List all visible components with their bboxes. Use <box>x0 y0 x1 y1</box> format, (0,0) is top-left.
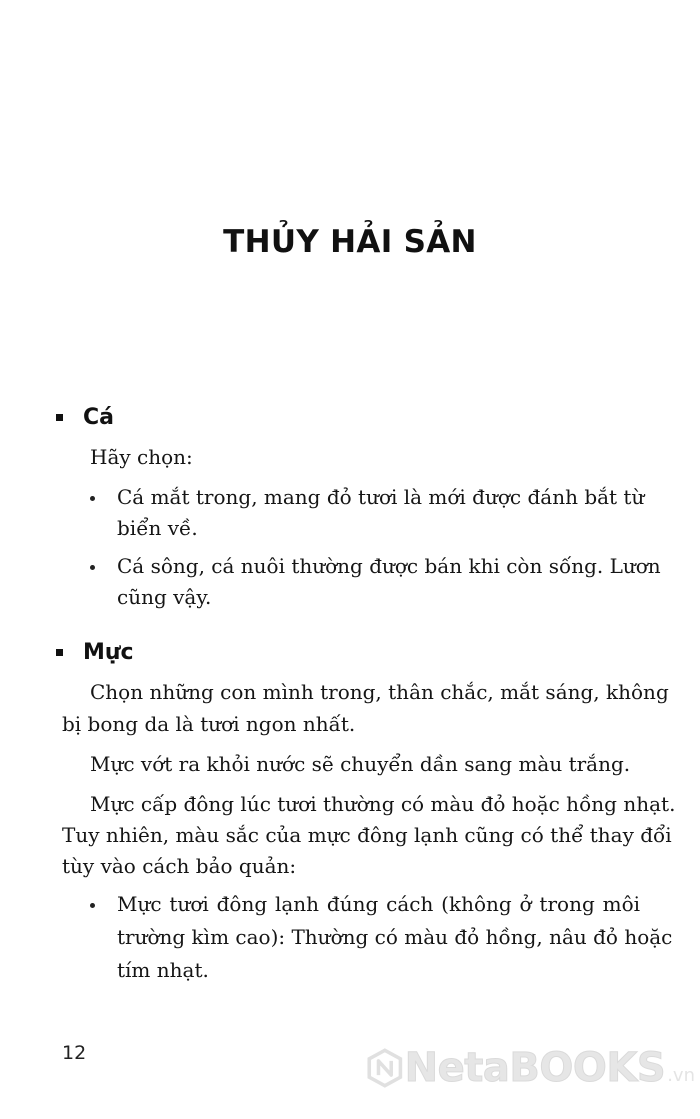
paragraph-line: bị bong da là tươi ngon nhất. <box>62 712 356 736</box>
square-bullet-icon <box>56 649 63 656</box>
section-heading-text: Cá <box>83 404 114 430</box>
watermark-text: NetaBOOKS <box>404 1045 666 1091</box>
paragraph-line: Chọn những con mình trong, thân chắc, mắt sáng, không <box>90 680 669 704</box>
watermark-suffix: .vn <box>667 1064 695 1086</box>
bullet-line: biển về. <box>117 516 198 540</box>
bullet-dot-icon <box>90 565 95 570</box>
bullet-line: tím nhạt. <box>117 958 209 982</box>
section-heading-text: Mực <box>83 639 134 665</box>
bullet-dot-icon <box>90 903 95 908</box>
paragraph-line: tùy vào cách bảo quản: <box>62 854 297 878</box>
bullet-line: trường kìm cao): Thường có màu đỏ hồng, nâu đỏ hoặc <box>117 925 673 949</box>
paragraph-line: Mực vớt ra khỏi nước sẽ chuyển dần sang màu trắng. <box>90 752 631 776</box>
page-number: 12 <box>62 1042 87 1064</box>
paragraph-line: Mực cấp đông lúc tươi thường có màu đỏ hoặc hồng nhạt. <box>90 792 676 816</box>
watermark <box>365 1038 695 1098</box>
bullet-line: Mực tươi đông lạnh đúng cách (không ở trong môi <box>117 892 640 916</box>
bullet-line: Cá sông, cá nuôi thường được bán khi còn sống. Lươn <box>117 554 661 578</box>
section-heading-muc <box>56 637 134 667</box>
bullet-line: Cá mắt trong, mang đỏ tươi là mới được đánh bắt từ <box>117 485 645 509</box>
intro-text: Hãy chọn: <box>90 445 193 469</box>
bullet-dot-icon <box>90 496 95 501</box>
paragraph-line: Tuy nhiên, màu sắc của mực đông lạnh cũng có thể thay đổi <box>62 823 672 847</box>
square-bullet-icon <box>56 414 63 421</box>
netabooks-logo-icon <box>365 1040 405 1096</box>
bullet-line: cũng vậy. <box>117 585 212 609</box>
section-heading-ca <box>56 402 114 432</box>
chapter-title: THỦY HẢI SẢN <box>223 224 477 260</box>
